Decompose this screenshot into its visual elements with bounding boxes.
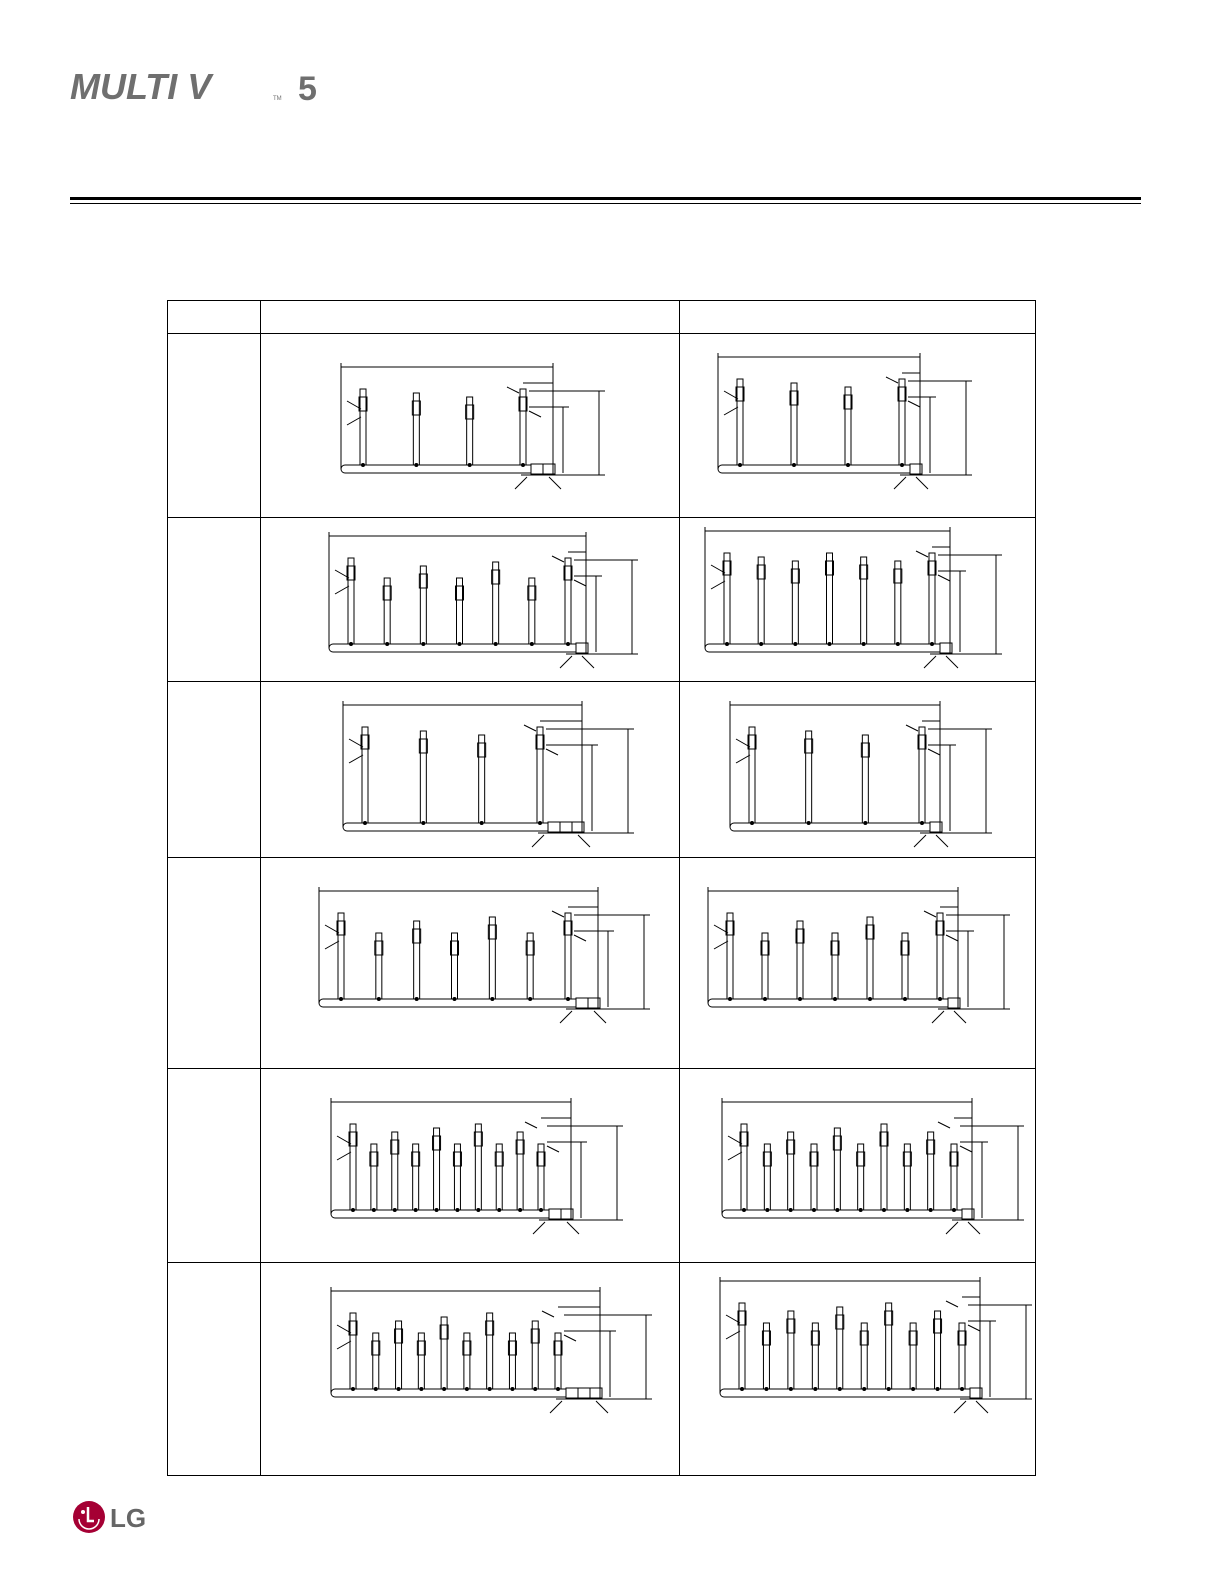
header-branch-pipe xyxy=(797,921,803,999)
header-branch-joint xyxy=(905,1208,909,1212)
header-main-pipe xyxy=(705,644,940,652)
callout-arrow xyxy=(906,725,918,731)
header-branch-joint xyxy=(863,821,867,825)
header-end-fitting xyxy=(560,822,572,832)
header-branch-joint xyxy=(862,642,866,646)
header-branch-pipe xyxy=(763,1323,769,1389)
callout-arrow xyxy=(567,1222,579,1234)
callout-arrow xyxy=(532,835,544,847)
header-branch-pipe xyxy=(929,553,935,644)
callout-arrow xyxy=(552,556,564,562)
header-branch-pipe xyxy=(396,1321,402,1389)
header-branch-joint xyxy=(393,1208,397,1212)
header-drawing xyxy=(680,518,1035,681)
header-branch-joint xyxy=(488,1387,492,1391)
header-branch-pipe xyxy=(812,1323,818,1389)
header-branch-joint xyxy=(750,821,754,825)
header-branch-joint xyxy=(465,1387,469,1391)
header-rule-thick xyxy=(70,197,1141,200)
header-branch-pipe xyxy=(806,731,812,823)
header-branch-joint xyxy=(497,1208,501,1212)
header-branch-pipe xyxy=(749,727,755,823)
header-drawing xyxy=(680,1263,1035,1475)
header-drawing xyxy=(680,334,1035,517)
header-branch-pipe xyxy=(788,1311,794,1389)
header-branch-joint xyxy=(351,1387,355,1391)
svg-text:TM: TM xyxy=(273,96,282,102)
header-branch-joint xyxy=(518,1208,522,1212)
header-branch-joint xyxy=(759,642,763,646)
lg-logo xyxy=(72,1500,156,1536)
header-branch-joint xyxy=(835,1208,839,1212)
header-branch-pipe xyxy=(951,1144,957,1210)
header-branch-joint xyxy=(828,642,832,646)
header-branch-joint xyxy=(533,1387,537,1391)
callout-arrow xyxy=(349,755,363,763)
callout-arrow xyxy=(560,656,572,668)
svg-text:LG: LG xyxy=(110,1503,147,1533)
header-branch-joint xyxy=(764,1387,768,1391)
header-branch-joint xyxy=(833,997,837,1001)
header-branch-joint xyxy=(351,1208,355,1212)
callout-arrow xyxy=(550,1401,562,1413)
header-branch-pipe xyxy=(392,1132,398,1210)
svg-text:5: 5 xyxy=(298,70,317,106)
header-main-pipe xyxy=(720,1389,970,1397)
header-branch-pipe xyxy=(414,921,420,999)
header-branch-joint xyxy=(435,1208,439,1212)
header-branch-joint xyxy=(421,642,425,646)
callout-arrow xyxy=(533,1222,545,1234)
header-branch-joint xyxy=(725,642,729,646)
header-branch-pipe xyxy=(517,1132,523,1210)
header-branch-pipe xyxy=(741,1124,747,1210)
callout-arrow xyxy=(547,1146,559,1152)
header-end-fitting xyxy=(578,1388,590,1398)
header-branch-joint xyxy=(911,1387,915,1391)
header-branch-pipe xyxy=(737,379,743,465)
header-main-pipe xyxy=(331,1210,549,1218)
callout-arrow xyxy=(542,1311,554,1317)
header-main-pipe xyxy=(319,999,576,1007)
callout-arrow xyxy=(908,401,920,407)
callout-arrow xyxy=(946,656,958,668)
header-branch-pipe xyxy=(899,379,905,465)
header-main-pipe xyxy=(331,1389,566,1397)
header-branch-joint xyxy=(480,821,484,825)
callout-arrow xyxy=(596,1401,608,1413)
header-branch-pipe xyxy=(348,558,354,644)
header-branch-pipe xyxy=(845,387,851,465)
svg-text:MULTI V: MULTI V xyxy=(70,66,212,106)
header-branch-pipe xyxy=(565,558,571,644)
header-branch-joint xyxy=(789,1208,793,1212)
header-diagram xyxy=(261,1263,679,1475)
header-branch-pipe xyxy=(832,933,838,999)
callout-arrow xyxy=(960,1146,972,1152)
header-branch-joint xyxy=(442,1387,446,1391)
header-branch-pipe xyxy=(520,389,526,465)
callout-arrow xyxy=(524,725,536,731)
header-branch-pipe xyxy=(496,1144,502,1210)
callout-arrow xyxy=(928,749,940,755)
header-branch-joint xyxy=(896,642,900,646)
header-main-pipe xyxy=(708,999,948,1007)
header-branch-joint xyxy=(510,1387,514,1391)
header-branch-joint xyxy=(566,997,570,1001)
header-branch-joint xyxy=(812,1208,816,1212)
header-branch-joint xyxy=(765,1208,769,1212)
header-branch-joint xyxy=(740,1387,744,1391)
header-branch-joint xyxy=(539,1208,543,1212)
callout-arrow xyxy=(582,656,594,668)
header-branch-joint xyxy=(349,642,353,646)
header-branch-joint xyxy=(421,821,425,825)
header-branch-joint xyxy=(838,1387,842,1391)
header-main-pipe xyxy=(343,823,548,831)
callout-arrow xyxy=(736,755,750,763)
header-diagram xyxy=(261,518,679,681)
callout-arrow xyxy=(914,835,926,847)
callout-arrow xyxy=(886,377,898,383)
header-main-pipe xyxy=(730,823,930,831)
header-branch-joint xyxy=(813,1387,817,1391)
header-branch-joint xyxy=(938,997,942,1001)
header-branch-pipe xyxy=(811,1144,817,1210)
callout-arrow xyxy=(728,1152,742,1160)
callout-arrow xyxy=(574,580,586,586)
header-branch-joint xyxy=(372,1208,376,1212)
header-branch-pipe xyxy=(792,561,798,644)
header-branch-pipe xyxy=(959,1323,965,1389)
callout-arrow xyxy=(924,911,936,917)
callout-arrow xyxy=(552,911,564,917)
header-branch-pipe xyxy=(919,727,925,823)
header-branch-pipe xyxy=(376,933,382,999)
header-branch-pipe xyxy=(827,553,833,644)
callout-arrow xyxy=(564,1335,576,1341)
header-branch-pipe xyxy=(791,383,797,465)
header-branch-pipe xyxy=(867,917,873,999)
header-branch-pipe xyxy=(910,1323,916,1389)
header-branch-pipe xyxy=(452,933,458,999)
header-end-fitting xyxy=(566,1388,578,1398)
header-branch-pipe xyxy=(371,1144,377,1210)
header-branch-pipe xyxy=(467,397,473,465)
callout-arrow xyxy=(525,1122,537,1128)
header-end-fitting xyxy=(576,998,588,1008)
callout-arrow xyxy=(337,1341,351,1349)
header-branch-pipe xyxy=(350,1313,356,1389)
header-diagram xyxy=(680,1069,1035,1262)
callout-arrow xyxy=(938,575,950,581)
header-branch-joint xyxy=(862,1387,866,1391)
header-branch-joint xyxy=(859,1208,863,1212)
callout-arrow xyxy=(325,941,339,949)
header-branch-joint xyxy=(521,463,525,467)
header-branch-joint xyxy=(414,463,418,467)
header-branch-pipe xyxy=(788,1132,794,1210)
header-branch-joint xyxy=(363,821,367,825)
header-branch-joint xyxy=(476,1208,480,1212)
callout-arrow xyxy=(560,1011,572,1023)
callout-arrow xyxy=(954,1011,966,1023)
header-branch-joint xyxy=(556,1387,560,1391)
callout-arrow xyxy=(507,387,519,393)
header-branch-pipe xyxy=(538,1144,544,1210)
header-branch-pipe xyxy=(886,1303,892,1389)
callout-arrow xyxy=(968,1222,980,1234)
header-branch-pipe xyxy=(489,917,495,999)
header-drawing xyxy=(680,682,1035,857)
header-end-fitting xyxy=(549,1209,561,1219)
header-diagram xyxy=(680,334,1035,517)
header-main-pipe xyxy=(341,465,531,473)
header-drawing xyxy=(261,858,679,1068)
header-branch-pipe xyxy=(527,933,533,999)
header-branch-pipe xyxy=(895,561,901,644)
callout-arrow xyxy=(578,835,590,847)
header-branch-joint xyxy=(494,642,498,646)
header-branch-joint xyxy=(763,997,767,1001)
header-branch-pipe xyxy=(764,1144,770,1210)
header-branch-joint xyxy=(361,463,365,467)
header-diagram xyxy=(261,682,679,857)
callout-arrow xyxy=(932,1011,944,1023)
header-branch-pipe xyxy=(935,1311,941,1389)
header-branch-joint xyxy=(458,642,462,646)
header-branch-pipe xyxy=(858,1144,864,1210)
callout-arrow xyxy=(954,1401,966,1413)
header-branch-joint xyxy=(960,1387,964,1391)
header-diagram xyxy=(680,858,1035,1068)
multi-v-5-logo xyxy=(70,66,330,106)
header-diagram xyxy=(261,1069,679,1262)
header-rule-thin xyxy=(70,203,1141,204)
header-branch-joint xyxy=(455,1208,459,1212)
header-branch-joint xyxy=(374,1387,378,1391)
header-drawing xyxy=(261,334,679,517)
header-main-pipe xyxy=(718,465,910,473)
header-drawing xyxy=(261,682,679,857)
callout-arrow xyxy=(916,551,928,557)
callout-arrow xyxy=(337,1152,351,1160)
callout-arrow xyxy=(347,417,361,425)
header-branch-joint xyxy=(887,1387,891,1391)
header-drawing xyxy=(261,518,679,681)
header-branch-pipe xyxy=(493,562,499,644)
header-drawing xyxy=(261,1263,679,1475)
header-branch-joint xyxy=(900,463,904,467)
callout-arrow xyxy=(529,411,541,417)
header-branch-joint xyxy=(468,463,472,467)
header-branch-pipe xyxy=(420,731,426,823)
callout-arrow xyxy=(946,1222,958,1234)
callout-arrow xyxy=(916,477,928,489)
header-branch-joint xyxy=(490,997,494,1001)
header-branch-joint xyxy=(397,1387,401,1391)
header-branch-pipe xyxy=(384,578,390,644)
header-branch-joint xyxy=(415,997,419,1001)
header-branch-pipe xyxy=(739,1303,745,1389)
callout-arrow xyxy=(726,1331,740,1339)
header-branch-pipe xyxy=(362,727,368,823)
callout-arrow xyxy=(546,749,558,755)
header-diagram xyxy=(261,858,679,1068)
callout-arrow xyxy=(515,477,527,489)
header-branch-pipe xyxy=(434,1128,440,1210)
header-branch-joint xyxy=(528,997,532,1001)
header-branch-pipe xyxy=(862,735,868,823)
header-branch-pipe xyxy=(360,389,366,465)
header-branch-joint xyxy=(414,1208,418,1212)
header-branch-joint xyxy=(952,1208,956,1212)
header-branch-pipe xyxy=(413,393,419,465)
header-branch-pipe xyxy=(861,557,867,644)
header-branch-pipe xyxy=(928,1132,934,1210)
header-branch-joint xyxy=(793,642,797,646)
header-branch-joint xyxy=(929,1208,933,1212)
header-diagram xyxy=(680,682,1035,857)
header-end-fitting xyxy=(531,464,543,474)
callout-arrow xyxy=(946,1301,958,1307)
header-branch-pipe xyxy=(479,735,485,823)
callout-arrow xyxy=(976,1401,988,1413)
header-branch-joint xyxy=(920,821,924,825)
header-branch-joint xyxy=(882,1208,886,1212)
callout-arrow xyxy=(924,656,936,668)
callout-arrow xyxy=(594,1011,606,1023)
header-branch-joint xyxy=(728,997,732,1001)
header-branch-joint xyxy=(903,997,907,1001)
header-branch-pipe xyxy=(537,727,543,823)
header-branch-joint xyxy=(566,642,570,646)
header-branch-pipe xyxy=(724,553,730,644)
header-branch-joint xyxy=(789,1387,793,1391)
header-branch-joint xyxy=(742,1208,746,1212)
callout-arrow xyxy=(714,941,728,949)
header-diagram xyxy=(680,518,1035,681)
callout-arrow xyxy=(335,586,349,594)
header-branch-joint xyxy=(936,1387,940,1391)
header-branch-pipe xyxy=(529,578,535,644)
header-branch-joint xyxy=(453,997,457,1001)
header-branch-pipe xyxy=(475,1124,481,1210)
callout-arrow xyxy=(938,1122,950,1128)
header-drawing xyxy=(680,858,1035,1068)
header-branch-pipe xyxy=(758,557,764,644)
header-branch-pipe xyxy=(338,913,344,999)
header-branch-pipe xyxy=(457,578,463,644)
header-branch-joint xyxy=(419,1387,423,1391)
header-branch-pipe xyxy=(834,1128,840,1210)
header-branch-pipe xyxy=(904,1144,910,1210)
callout-arrow xyxy=(574,935,586,941)
header-branch-joint xyxy=(738,463,742,467)
header-diagram xyxy=(680,1263,1035,1475)
header-drawing xyxy=(261,1069,679,1262)
header-branch-pipe xyxy=(487,1313,493,1389)
callout-arrow xyxy=(946,935,958,941)
header-branch-joint xyxy=(538,821,542,825)
callout-arrow xyxy=(711,581,725,589)
header-branch-pipe xyxy=(881,1124,887,1210)
header-branch-pipe xyxy=(413,1144,419,1210)
header-branch-pipe xyxy=(861,1323,867,1389)
callout-arrow xyxy=(936,835,948,847)
header-branch-joint xyxy=(792,463,796,467)
header-branch-pipe xyxy=(837,1307,843,1389)
callout-arrow xyxy=(724,407,738,415)
callout-arrow xyxy=(894,477,906,489)
header-drawing xyxy=(680,1069,1035,1262)
header-branch-joint xyxy=(846,463,850,467)
header-branch-joint xyxy=(377,997,381,1001)
header-main-pipe xyxy=(329,644,576,652)
header-branch-pipe xyxy=(532,1321,538,1389)
header-branch-pipe xyxy=(937,913,943,999)
header-branch-pipe xyxy=(565,913,571,999)
header-branch-joint xyxy=(930,642,934,646)
header-branch-joint xyxy=(385,642,389,646)
header-branch-joint xyxy=(530,642,534,646)
callout-arrow xyxy=(968,1325,980,1331)
header-end-fitting xyxy=(548,822,560,832)
header-dimensions-table xyxy=(167,300,1036,1476)
header-branch-joint xyxy=(868,997,872,1001)
header-diagram xyxy=(261,334,679,517)
header-branch-pipe xyxy=(420,566,426,644)
header-branch-pipe xyxy=(727,913,733,999)
header-branch-pipe xyxy=(441,1317,447,1389)
header-branch-joint xyxy=(339,997,343,1001)
header-branch-joint xyxy=(798,997,802,1001)
header-branch-pipe xyxy=(454,1144,460,1210)
header-branch-joint xyxy=(807,821,811,825)
header-branch-pipe xyxy=(350,1124,356,1210)
callout-arrow xyxy=(549,477,561,489)
header-branch-pipe xyxy=(762,933,768,999)
header-main-pipe xyxy=(722,1210,962,1218)
header-branch-pipe xyxy=(902,933,908,999)
